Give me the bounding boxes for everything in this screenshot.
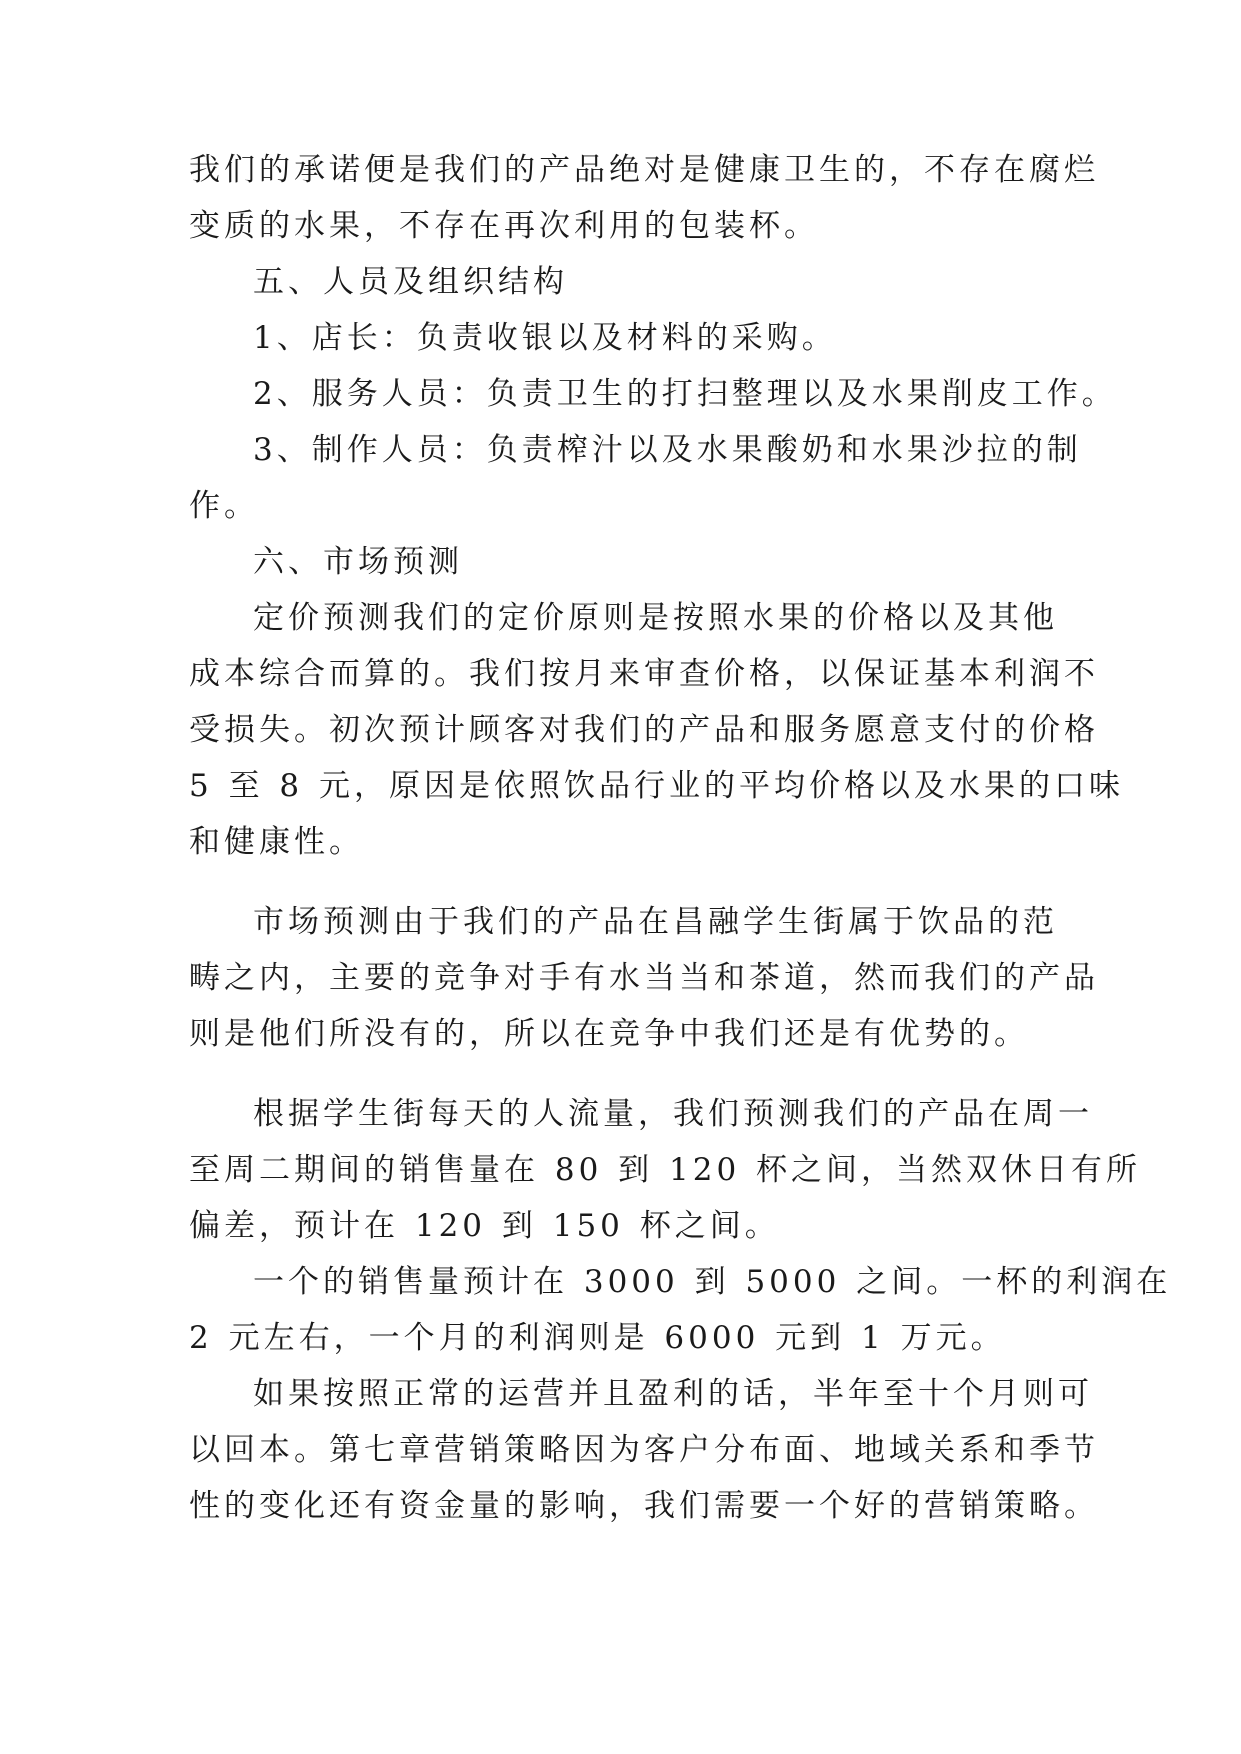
paragraph-line: 成本综合而算的。我们按月来审查价格，以保证基本利润不 xyxy=(189,656,1099,692)
paragraph-line: 偏差，预计在 120 到 150 杯之间。 xyxy=(189,1208,780,1244)
paragraph-line: 性的变化还有资金量的影响，我们需要一个好的营销策略。 xyxy=(189,1488,1099,1524)
paragraph-line: 和健康性。 xyxy=(189,824,364,860)
paragraph-line: 定价预测我们的定价原则是按照水果的价格以及其他 xyxy=(253,600,1058,636)
list-item: 3、制作人员：负责榨汁以及水果酸奶和水果沙拉的制 xyxy=(253,432,1082,468)
paragraph-line: 畴之内，主要的竞争对手有水当当和茶道，然而我们的产品 xyxy=(189,960,1099,996)
paragraph-line: 则是他们所没有的，所以在竞争中我们还是有优势的。 xyxy=(189,1016,1029,1052)
paragraph-line: 变质的水果，不存在再次利用的包装杯。 xyxy=(189,208,819,244)
paragraph-line: 如果按照正常的运营并且盈利的话，半年至十个月则可 xyxy=(253,1376,1093,1412)
paragraph-line: 受损失。初次预计顾客对我们的产品和服务愿意支付的价格 xyxy=(189,712,1099,748)
paragraph-line: 至周二期间的销售量在 80 到 120 杯之间，当然双休日有所 xyxy=(189,1152,1142,1188)
paragraph-line: 以回本。第七章营销策略因为客户分布面、地域关系和季节 xyxy=(189,1432,1099,1468)
section-heading: 六、市场预测 xyxy=(253,544,463,580)
paragraph-line: 2 元左右，一个月的利润则是 6000 元到 1 万元。 xyxy=(189,1320,1006,1356)
section-heading: 五、人员及组织结构 xyxy=(253,264,568,300)
paragraph-line: 我们的承诺便是我们的产品绝对是健康卫生的，不存在腐烂 xyxy=(189,152,1099,188)
list-item: 1、店长：负责收银以及材料的采购。 xyxy=(253,320,837,356)
paragraph-line: 市场预测由于我们的产品在昌融学生街属于饮品的范 xyxy=(253,904,1058,940)
paragraph-line: 作。 xyxy=(189,488,259,524)
list-item: 2、服务人员：负责卫生的打扫整理以及水果削皮工作。 xyxy=(253,376,1117,412)
paragraph-line: 5 至 8 元，原因是依照饮品行业的平均价格以及水果的口味 xyxy=(189,768,1125,804)
paragraph-line: 一个的销售量预计在 3000 到 5000 之间。一杯的利润在 xyxy=(253,1264,1172,1300)
paragraph-line: 根据学生街每天的人流量，我们预测我们的产品在周一 xyxy=(253,1096,1093,1132)
